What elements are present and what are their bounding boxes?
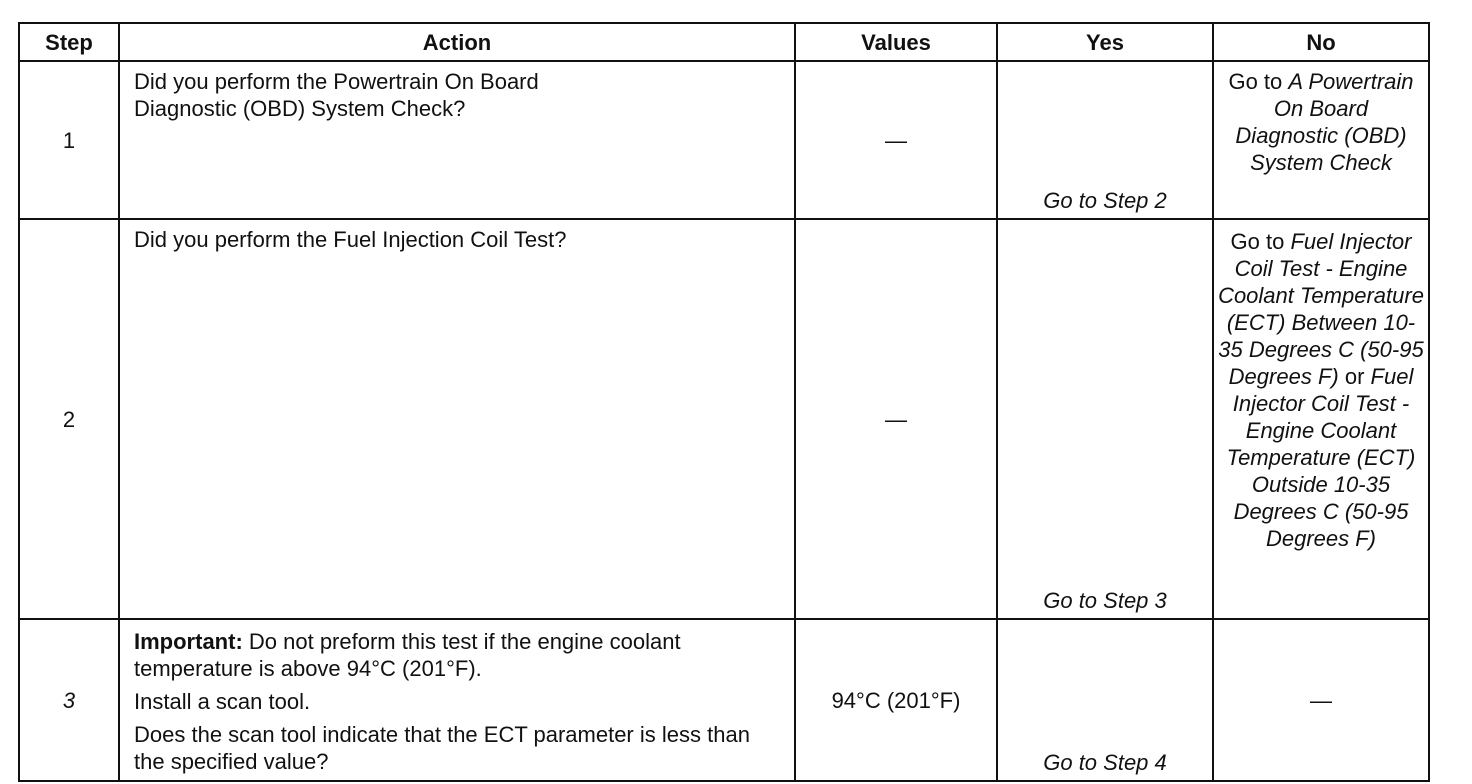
no-cell: —	[1213, 619, 1429, 781]
values-cell: —	[795, 219, 997, 619]
no-link[interactable]: A Powertrain On Board Diagnostic (OBD) System Check	[1235, 69, 1414, 175]
no-cell	[1213, 61, 1429, 219]
table-row	[19, 61, 1429, 219]
no-or: or	[1344, 364, 1365, 389]
header-action: Action	[119, 23, 795, 61]
yes-link[interactable]: Go to Step 3	[997, 219, 1213, 619]
action-text	[119, 619, 795, 781]
yes-link[interactable]: Go to Step 4	[997, 619, 1213, 781]
table-row	[19, 619, 1429, 781]
header-values: Values	[795, 23, 997, 61]
yes-link[interactable]: Go to Step 2	[997, 61, 1213, 219]
action-question: Did you perform the Fuel Injection Coil Test?	[134, 227, 567, 252]
no-prefix: Go to	[1228, 69, 1283, 94]
header-no: No	[1213, 23, 1429, 61]
important-note	[134, 628, 784, 682]
table-row	[19, 219, 1429, 619]
action-question: Did you perform the Powertrain On Board Diagnostic (OBD) System Check?	[134, 69, 539, 121]
action-instruction: Install a scan tool.	[134, 689, 311, 714]
no-prefix: Go to	[1230, 229, 1285, 254]
no-cell	[1213, 219, 1429, 619]
no-link-between[interactable]: Fuel Injector Coil Test - Engine Coolant Temperature (ECT) Between 10-35 Degrees C (50-95 Degrees F)	[1218, 229, 1424, 389]
action-text	[119, 61, 795, 219]
important-label: Important:	[134, 629, 243, 654]
no-link-outside[interactable]: Fuel Injector Coil Test - Engine Coolant Temperature (ECT) Outside 10-35 Degrees C (50-95 Degrees F)	[1226, 364, 1416, 551]
step-number: 1	[19, 61, 119, 219]
header-step: Step	[19, 23, 119, 61]
step-number: 3	[19, 619, 119, 781]
table-header-row	[19, 23, 1429, 61]
values-cell: 94°C (201°F)	[795, 619, 997, 781]
values-cell: —	[795, 61, 997, 219]
header-yes: Yes	[997, 23, 1213, 61]
diagnostic-table	[18, 22, 1430, 782]
step-number: 2	[19, 219, 119, 619]
important-text: Do not preform this test if the engine coolant temperature is above 94°C (201°F).	[134, 629, 681, 681]
action-question: Does the scan tool indicate that the ECT parameter is less than the specified value?	[134, 722, 750, 774]
action-text	[119, 219, 795, 619]
